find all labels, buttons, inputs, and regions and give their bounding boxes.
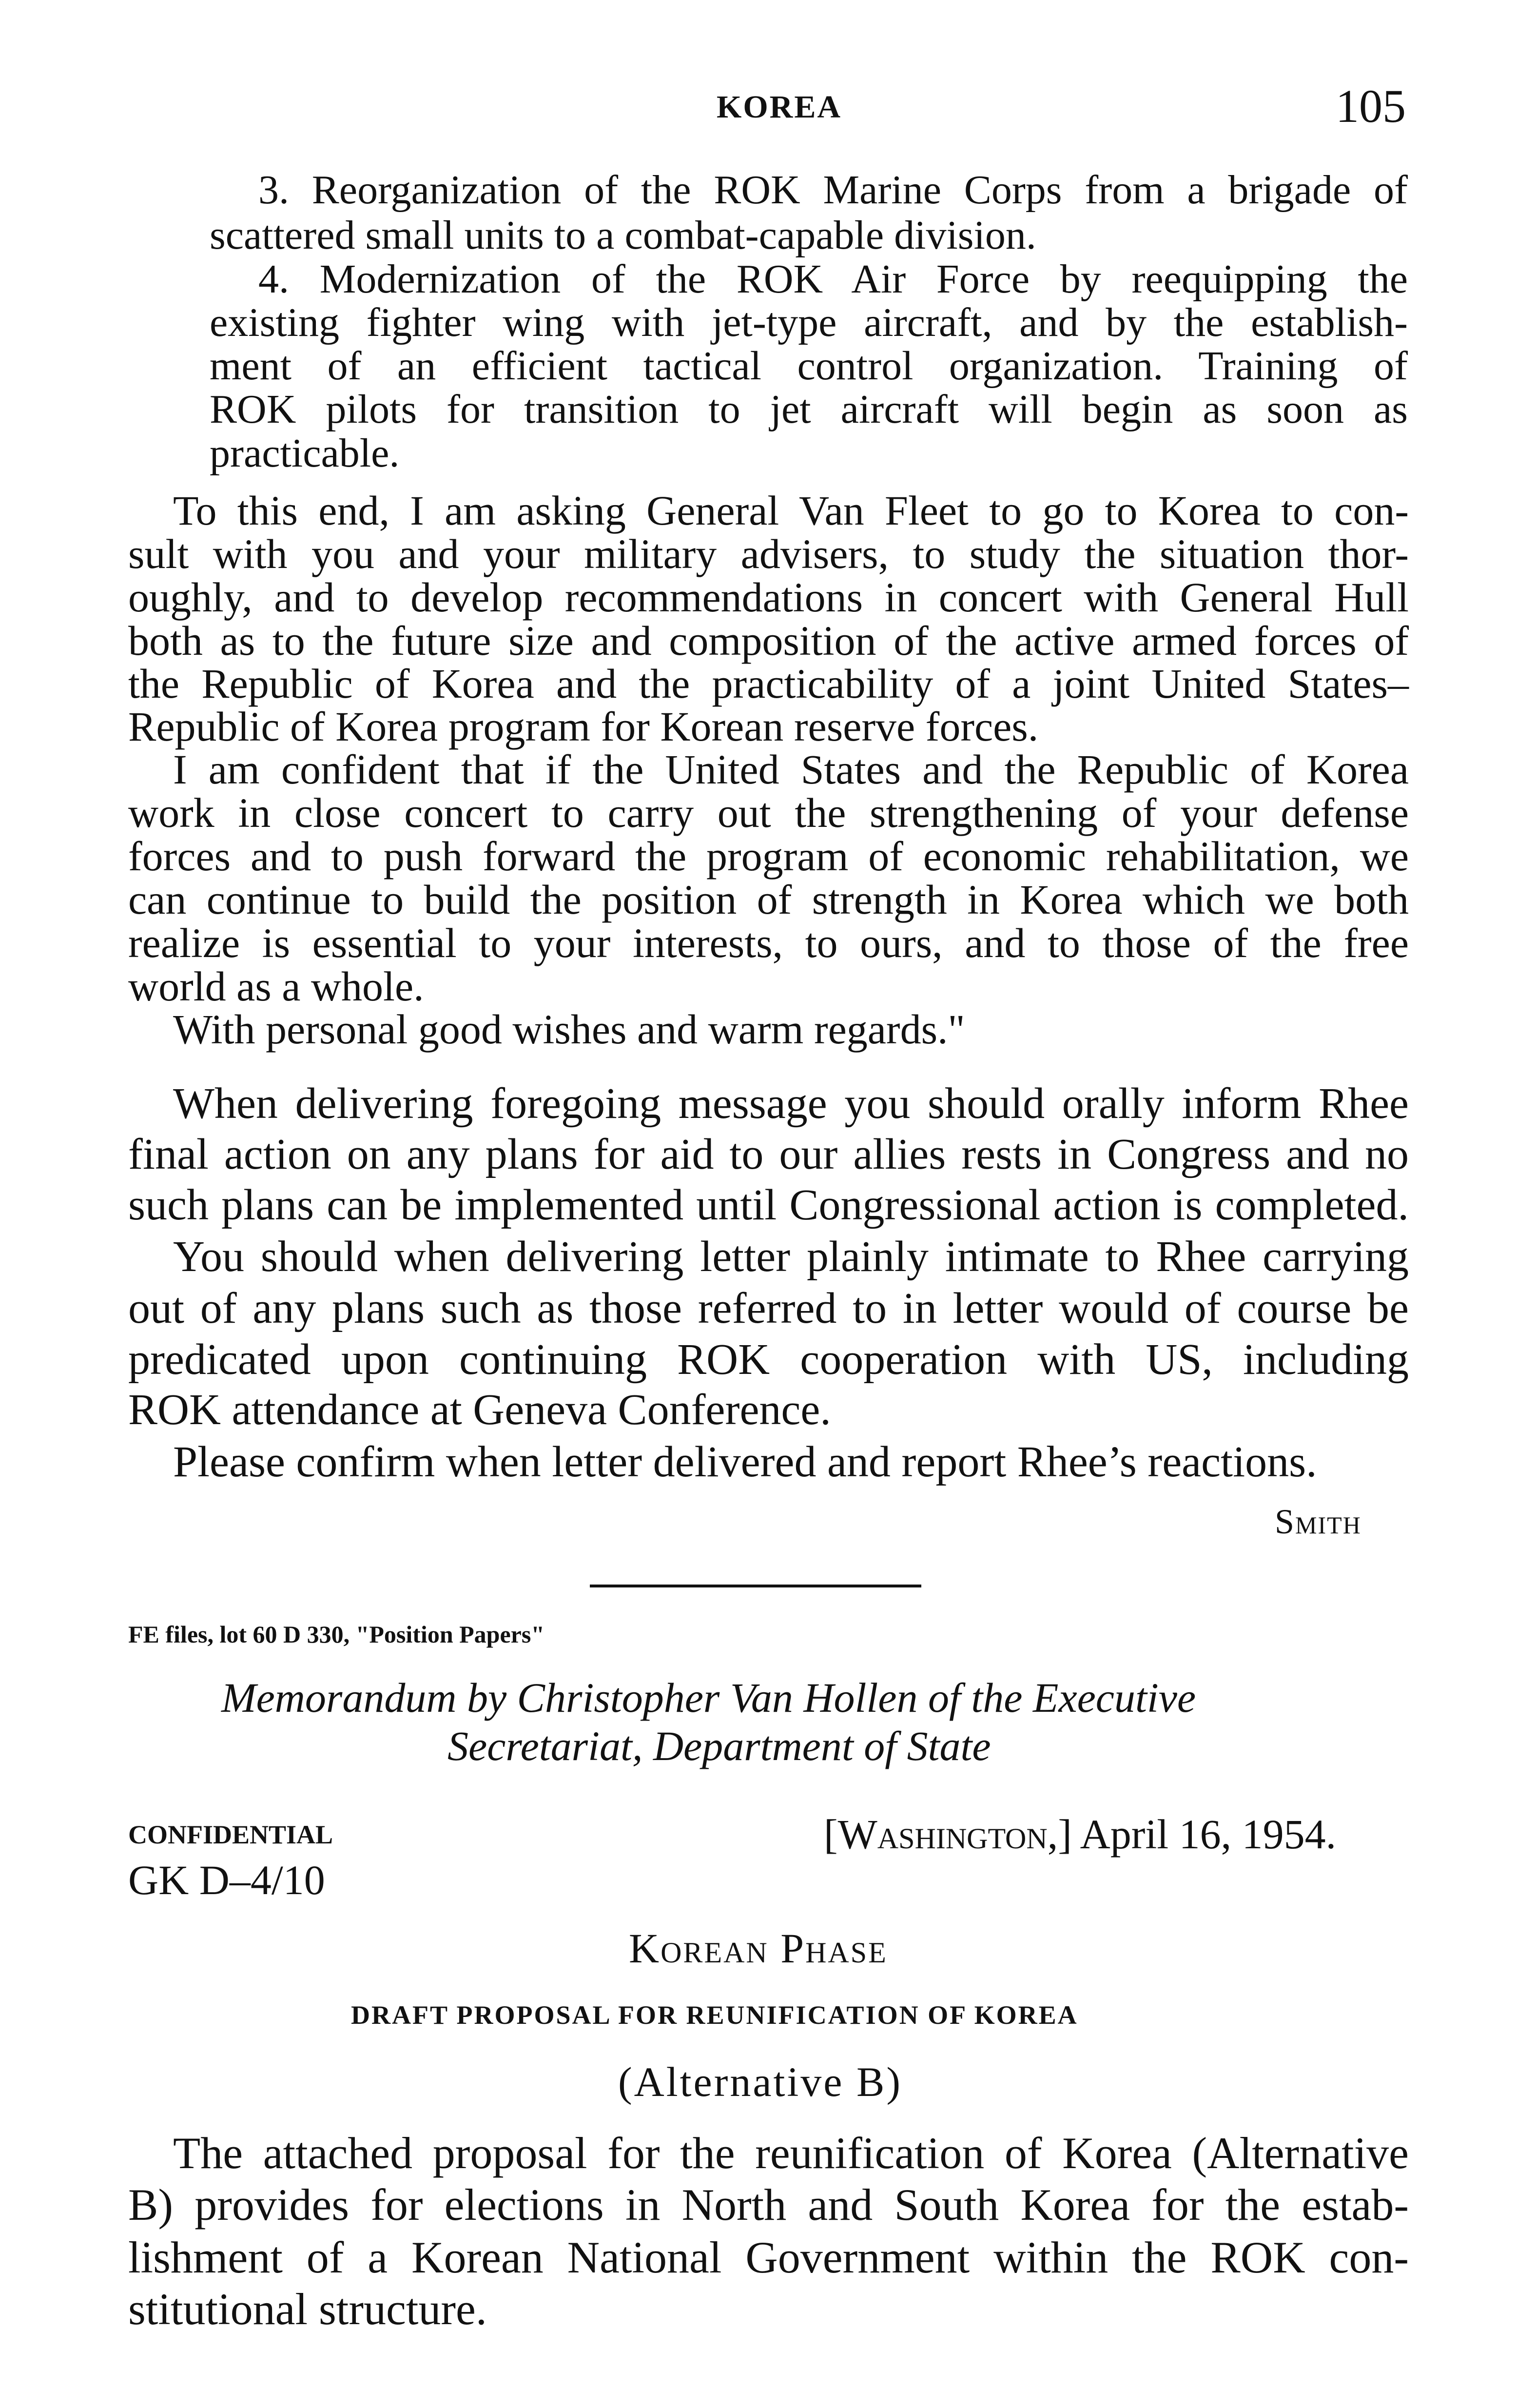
text-line: With personal good wishes and warm regards." <box>173 1006 965 1053</box>
text-line: ROK attendance at Geneva Conference. <box>128 1386 831 1434</box>
text-line: can continue to build the position of strength in Korea which we both <box>128 876 1409 923</box>
source-note: FE files, lot 60 D 330, "Position Papers" <box>128 1621 545 1648</box>
text-line: sult with you and your military advisers, to study the situation thor- <box>128 530 1409 577</box>
phase-heading: Korean Phase <box>629 1925 888 1972</box>
dateline-bracket: ] <box>1058 1811 1072 1858</box>
text-line: existing fighter wing with jet-type aircraft, and by the establish- <box>210 300 1408 345</box>
document-number: GK D–4/10 <box>128 1857 325 1903</box>
text-line: ment of an efficient tactical control organization. Training of <box>210 343 1408 389</box>
text-line: I am confident that if the United States and the Republic of Korea <box>173 746 1409 793</box>
text-line: forces and to push forward the program of economic rehabilitation, we <box>128 833 1409 880</box>
page-number: 105 <box>1336 80 1406 132</box>
text-line: predicated upon continuing ROK cooperation with US, including <box>128 1335 1409 1384</box>
text-line: realize is essential to your interests, to ours, and to those of the free <box>128 920 1409 966</box>
dateline <box>824 1810 1336 1859</box>
section-divider <box>590 1585 921 1587</box>
text-line: The attached proposal for the reunification of Korea (Alternative <box>173 2128 1409 2178</box>
text-line: B) provides for elections in North and South Korea for the estab- <box>128 2180 1409 2230</box>
text-line: stitutional structure. <box>128 2284 487 2334</box>
text-line: the Republic of Korea and the practicability of a joint United States– <box>128 660 1409 707</box>
signature: Smith <box>1275 1502 1361 1541</box>
text-line: 4. Modernization of the ROK Air Force by reequipping the <box>258 256 1408 302</box>
dateline-date: April 16, 1954. <box>1080 1811 1337 1858</box>
text-line: Republic of Korea program for Korean reserve forces. <box>128 703 1039 750</box>
text-line: both as to the future size and composition of the active armed forces of <box>128 617 1409 664</box>
text-line: such plans can be implemented until Congressional action is completed. <box>128 1181 1409 1229</box>
text-line: lishment of a Korean National Government within the ROK con- <box>128 2232 1409 2282</box>
text-line: out of any plans such as those referred to in letter would of course be <box>128 1284 1409 1332</box>
text-line: final action on any plans for aid to our allies rests in Congress and no <box>128 1130 1409 1178</box>
text-line: 3. Reorganization of the ROK Marine Corps from a brigade of <box>258 167 1408 213</box>
dateline-place: Washington, <box>837 1811 1058 1858</box>
proposal-heading: DRAFT PROPOSAL FOR REUNIFICATION OF KOREA <box>351 2000 1078 2030</box>
dateline-bracket: [ <box>824 1811 838 1858</box>
classification: CONFIDENTIAL <box>128 1820 333 1849</box>
alternative-label: (Alternative B) <box>618 2058 902 2105</box>
text-line: oughly, and to develop recommendations in concert with General Hull <box>128 574 1409 621</box>
running-title: KOREA <box>717 89 842 125</box>
text-line: You should when delivering letter plainly intimate to Rhee carrying <box>173 1233 1409 1281</box>
memo-title-line: Memorandum by Christopher Van Hollen of the Executive <box>221 1674 1196 1721</box>
text-line: Please confirm when letter delivered and report Rhee’s reactions. <box>173 1438 1317 1486</box>
text-line: world as a whole. <box>128 963 424 1010</box>
text-line: To this end, I am asking General Van Fleet to go to Korea to con- <box>173 487 1409 534</box>
memo-title-line: Secretariat, Department of State <box>447 1723 991 1769</box>
text-line: work in close concert to carry out the strengthening of your defense <box>128 789 1409 836</box>
text-line: scattered small units to a combat-capable division. <box>210 213 1036 258</box>
text-line: ROK pilots for transition to jet aircraft will begin as soon as <box>210 387 1408 432</box>
text-line: When delivering foregoing message you should orally inform Rhee <box>173 1079 1409 1128</box>
text-line: practicable. <box>210 431 400 476</box>
